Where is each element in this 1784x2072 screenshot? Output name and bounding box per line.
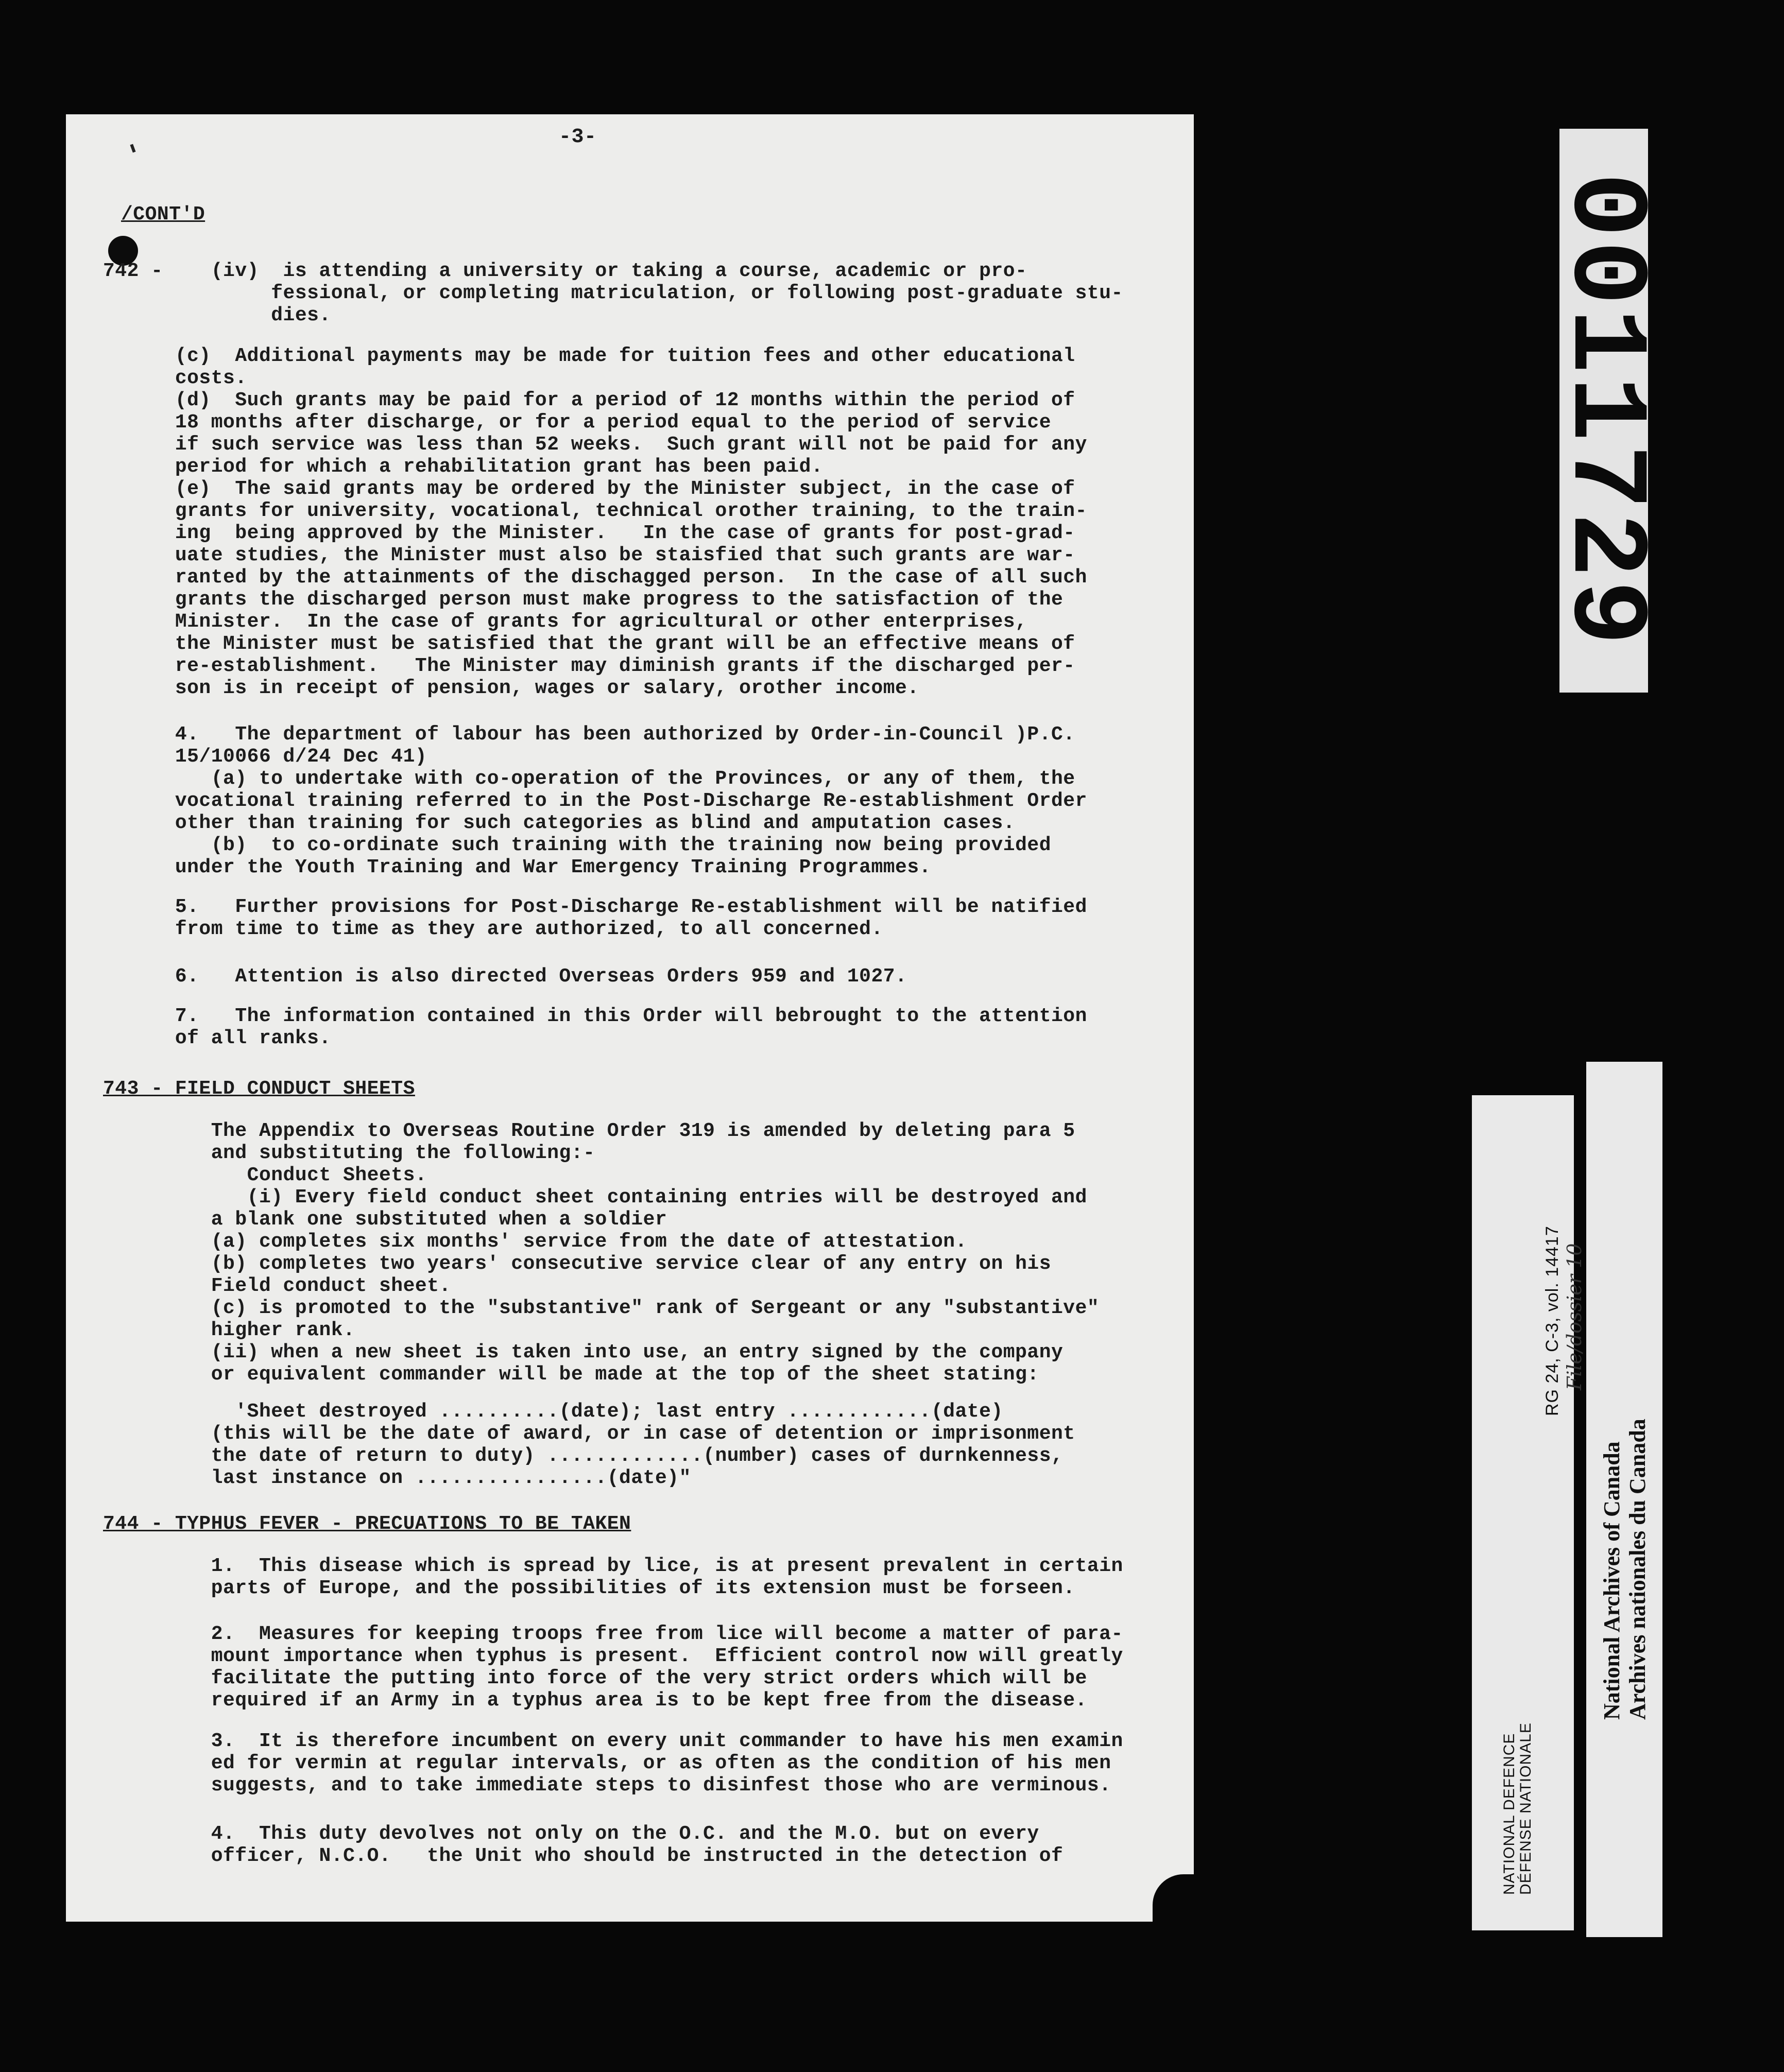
archive-stamp-number: 0011729 (1542, 172, 1665, 649)
paragraph-block: 1. This disease which is spread by lice, is at present prevalent in certain parts of Europe, and the possibilities of its extension must be forseen. (211, 1555, 1123, 1599)
paragraph-block: The Appendix to Overseas Routine Order 319 is amended by deleting para 5 and substituting the following:- Conduct Sheets. (i) Every field conduct sheet containing entries will be destroyed and a blank one substituted when a soldier (a) completes six months' service from the date of attestation. (b) completes two years' consecutive service clear of any entry on his Field conduct sheet. (c) is promoted to the "substantive" rank of Sergeant or any "substantive" higher rank. (ii) when a new sheet is taken into use, an entry signed by the company or equivalent commander will be made at the top of the sheet stating: (211, 1120, 1100, 1386)
defence-label: NATIONAL DEFENCE DÉFENSE NATIONALE (1501, 1722, 1534, 1895)
paragraph-block: 3. It is therefore incumbent on every unit commander to have his men examin ed for vermin at regular intervals, or as often as the condition of his men suggests, and to take immediate steps to disinfest those who are verminous. (211, 1730, 1123, 1797)
paragraph-block: 6. Attention is also directed Overseas Orders 959 and 1027. (103, 965, 907, 988)
archives-label: National Archives of Canada Archives nationales du Canada (1599, 1419, 1650, 1720)
paragraph-block: 5. Further provisions for Post-Discharge Re-establishment will be natified from time to time as they are authorized, to all concerned. (175, 896, 1087, 940)
page-number: -3- (559, 126, 597, 149)
continued-label: /CONT'D (121, 203, 205, 226)
paragraph-block: 'Sheet destroyed ..........(date); last entry ............(date) (this will be the date of award, or in case of detention or imprisonment the date of return to duty) .............(number) cases of durnkenness, last instance on ................(date)" (211, 1401, 1075, 1489)
paragraph-block: (c) Additional payments may be made for tuition fees and other educational costs. (d) Such grants may be paid for a period of 12 months within the period of 18 months after discharge, or for a period equal to the period of service if such service was less than 52 weeks. Such grant will not be paid for any period for which a rehabilitation grant has been paid. (e) The said grants may be ordered by the Minister subject, in the case of grants for university, vocational, technical orother training, to the train- ing being approved by the Minister. In the case of grants for post-grad- uate studies, the Minister must also be staisfied that such grants are war- ranted by the attainments of the dischagged person. In the case of all such grants the discharged person must make progress to the satisfaction of the Minister. In the case of grants for agricultural or other enterprises, the Minister must be satisfied that the grant will be an effective means of re-establishment. The Minister may diminish grants if the discharged per- son is in receipt of pension, wages or salary, orother income. (175, 345, 1087, 699)
paragraph-block: 7. The information contained in this Order will bebrought to the attention of all ranks. (175, 1005, 1087, 1049)
paragraph-block: 4. This duty devolves not only on the O.C. and the M.O. but on every officer, N.C.O. the Unit who should be instructed in the detection of (211, 1823, 1063, 1867)
file-dossier-note: File/dossier 10 (1563, 1243, 1586, 1390)
paragraph-block: 742 - (iv) is attending a university or taking a course, academic or pro- fessional, or completing matriculation, or following post-graduate stu- dies. (103, 260, 1123, 326)
paragraph-block: 2. Measures for keeping troops free from lice will become a matter of para- mount importance when typhus is present. Efficient control now will greatly facilitate the putting into force of the very strict orders which will be required if an Army in a typhus area is to be kept free from the disease. (211, 1623, 1123, 1712)
record-group-reference: RG 24, C-3, vol. 14417 (1542, 1225, 1562, 1416)
section-heading: 744 - TYPHUS FEVER - PRECUATIONS TO BE TAKEN (103, 1513, 631, 1535)
paragraph-block: 4. The department of labour has been authorized by Order-in-Council )P.C. 15/10066 d/24 Dec 41) (a) to undertake with co-operation of the Provinces, or any of them, the vocational training referred to in the Post-Discharge Re-establishment Order other than training for such categories as blind and amputation cases. (b) to co-ordinate such training with the training now being provided under the Youth Training and War Emergency Training Programmes. (175, 723, 1087, 878)
section-heading: 743 - FIELD CONDUCT SHEETS (103, 1078, 415, 1100)
